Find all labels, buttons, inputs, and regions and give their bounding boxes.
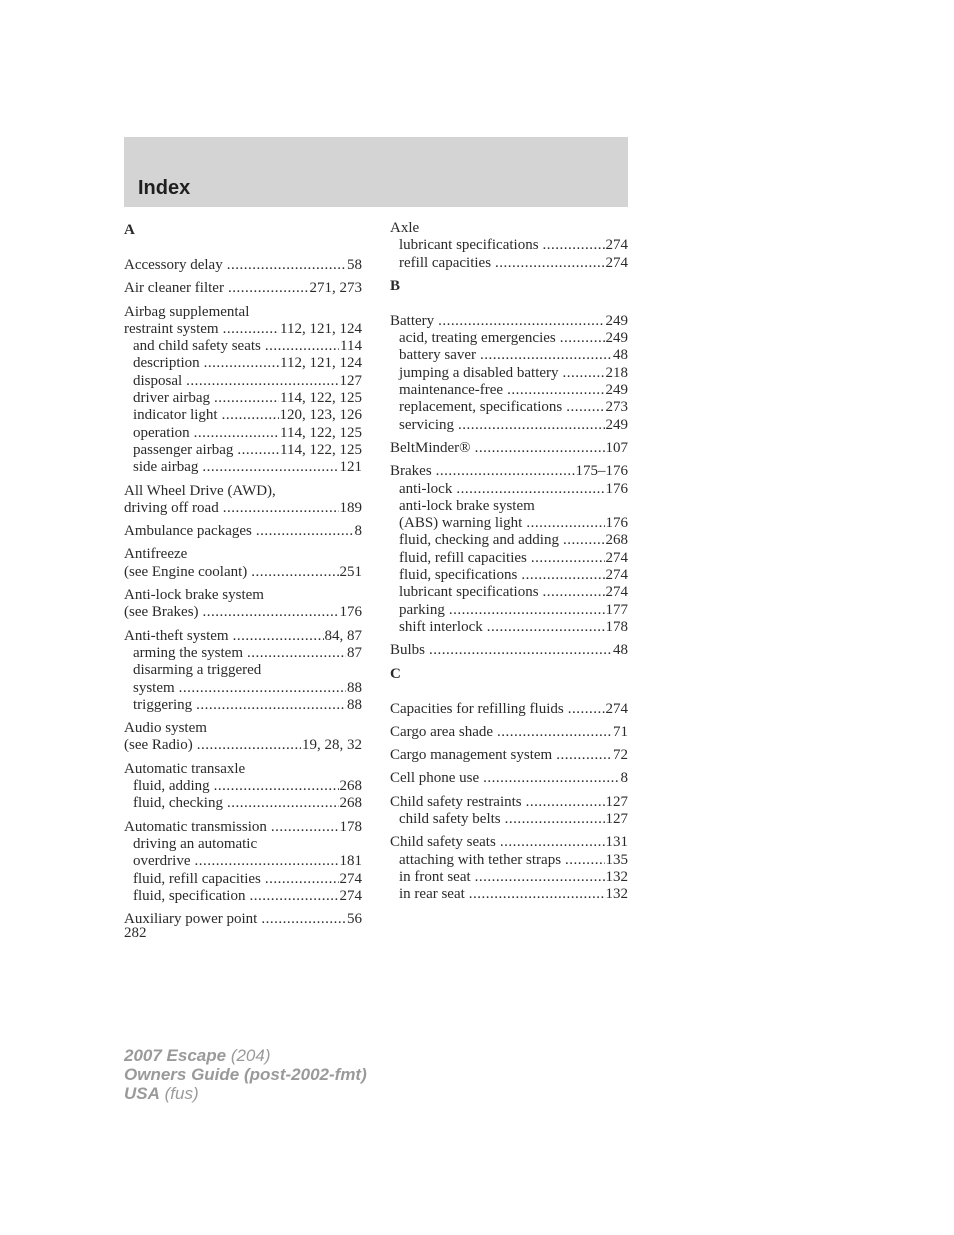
entry-term: Airbag supplemental [124,303,250,320]
entry-term: fluid, adding [133,778,210,795]
page-reference: 72 [613,747,628,764]
page-reference: 274 [605,700,628,717]
page-reference: 8 [620,770,628,787]
index-entry [124,546,362,581]
page-reference: 175–176 [575,463,628,480]
dot-leader [197,737,301,754]
index-subentry-line [390,584,628,601]
dot-leader [237,442,279,459]
entry-term: Brakes [390,463,432,480]
dot-leader [449,602,605,619]
page-reference: 249 [605,312,628,329]
entry-term: fluid, refill capacities [399,549,527,566]
index-section-letter: B [390,277,401,294]
index-entry-line [124,819,362,836]
index-subentry-line [390,365,628,382]
index-entry [124,819,362,905]
entry-term: arming the system [133,644,243,661]
entry-term: driver airbag [133,390,211,407]
dot-leader [249,888,338,905]
entry-term: parking [399,601,445,618]
index-subentry-line [124,697,362,714]
index-subentry-line [390,330,628,347]
page-number: 282 [124,925,147,941]
dot-leader [179,680,346,697]
index-subentry-line [390,399,628,416]
index-subentry-line [390,255,628,272]
index-column-left [124,220,362,934]
entry-term: replacement, specifications [399,399,563,416]
index-subentry-line [124,853,362,870]
dot-leader [203,604,339,621]
entry-term: overdrive [133,853,191,870]
index-column-right [390,220,628,910]
page-reference: 132 [605,868,628,885]
entry-term: acid, treating emergencies [399,330,556,347]
page-reference: 87 [347,644,362,661]
entry-term: triggering [133,696,193,713]
entry-term: and child safety seats [133,338,261,355]
index-entry [124,483,362,518]
dot-leader [228,280,309,297]
entry-term: fluid, specifications [399,567,518,584]
footer-line-1: 2007 Escape (204) [124,1046,271,1065]
dot-leader [566,399,604,416]
index-subentry-line [390,811,628,828]
index-subentry-line [124,871,362,888]
index-entry-line [390,463,628,480]
page-reference: 178 [339,818,362,835]
dot-leader [227,795,339,812]
index-subentry-line [390,567,628,584]
entry-term: in rear seat [399,886,465,903]
entry-term: servicing [399,416,454,433]
page-reference: 88 [347,696,362,713]
dot-leader [456,481,604,498]
dot-leader [214,778,339,795]
entry-term: battery saver [399,347,477,364]
entry-term: Automatic transaxle [124,760,246,777]
page-reference: 84, 87 [324,627,362,644]
index-entry [124,523,362,540]
index-entry [124,628,362,714]
entry-term: driving an automatic [133,835,258,852]
index-subentry-line [124,662,362,679]
page-reference: 48 [613,347,628,364]
dot-leader [560,330,605,347]
index-entry [390,440,628,457]
page-reference: 274 [605,584,628,601]
page-reference: 274 [339,870,362,887]
page-reference: 274 [605,254,628,271]
index-subentry-line [390,347,628,364]
entry-term: Axle [390,220,420,236]
index-entry-line [124,257,362,274]
dot-leader [568,701,605,718]
entry-term: Cargo management system [390,747,553,764]
index-entry [390,313,628,434]
entry-term: Cargo area shade [390,723,494,740]
entry-term: BeltMinder® [390,439,471,456]
index-subentry-line [390,852,628,869]
entry-term: disarming a triggered [133,662,262,679]
entry-term: system [133,679,175,696]
entry-term: Audio system [124,720,207,737]
entry-term: indicator light [133,407,218,424]
page-reference: 71 [613,723,628,740]
page-reference: 181 [339,853,362,870]
index-entry-line [390,747,628,764]
entry-term: driving off road [124,499,219,516]
entry-term: jumping a disabled battery [399,364,559,381]
index-entry-line [390,313,628,330]
page-reference: 127 [605,811,628,828]
index-entry-line [124,720,362,737]
entry-term: (see Radio) [124,737,193,754]
page-reference: 178 [605,618,628,635]
index-entry-line [124,304,362,321]
entry-term: lubricant specifications [399,237,539,254]
dot-leader [202,459,338,476]
index-entry-line [124,737,362,754]
page-reference: 177 [605,601,628,618]
entry-term: fluid, specification [133,887,246,904]
index-entry-line [124,628,362,645]
index-entry-line [124,564,362,581]
entry-term: operation [133,424,190,441]
page-reference: 121 [339,459,362,476]
page-reference: 120, 123, 126 [279,407,362,424]
dot-leader [500,834,605,851]
index-entry [390,770,628,787]
dot-leader [563,532,605,549]
page-reference: 189 [339,499,362,516]
index-entry [124,280,362,297]
index-subentry-line [124,888,362,905]
dot-leader [214,390,279,407]
index-subentry-line [390,481,628,498]
index-entry [124,720,362,755]
index-subentry-line [124,442,362,459]
page-reference: 131 [605,834,628,851]
index-subentry-line [390,886,628,903]
index-entry-line [390,834,628,851]
index-subentry-line [124,795,362,812]
index-subentry-line [390,619,628,636]
dot-leader [265,338,339,355]
page-reference: 88 [347,679,362,696]
dot-leader [526,515,604,532]
entry-term: Battery [390,312,435,329]
page-reference: 268 [339,795,362,812]
index-subentry-line [124,645,362,662]
entry-term: anti-lock [399,480,453,497]
dot-leader [497,724,612,741]
index-entry [124,257,362,274]
header-band [124,137,628,207]
dot-leader [458,417,605,434]
index-entry-line [390,220,628,237]
entry-term: Child safety seats [390,834,496,851]
index-entry-line [124,587,362,604]
entry-term: Bulbs [390,642,426,659]
entry-term: Capacities for refilling fluids [390,700,564,717]
page-reference: 249 [605,330,628,347]
page-reference: 271, 273 [309,280,362,297]
dot-leader [505,811,605,828]
entry-term: attaching with tether straps [399,851,562,868]
dot-leader [507,382,604,399]
index-subentry-line [390,237,628,254]
dot-leader [204,355,279,372]
index-subentry-line [390,532,628,549]
dot-leader [194,425,279,442]
entry-term: Antifreeze [124,546,188,563]
footer-line-3: USA (fus) [124,1084,199,1103]
entry-term: fluid, checking and adding [399,532,559,549]
index-subentry-line [124,836,362,853]
entry-term: Cell phone use [390,770,480,787]
entry-term: disposal [133,372,183,389]
index-subentry-line [390,382,628,399]
dot-leader [543,584,605,601]
page-reference: 274 [339,887,362,904]
index-section-letter: C [390,665,401,682]
page-reference: 114 [340,338,362,355]
index-entry-line [390,701,628,718]
dot-leader [469,886,605,903]
entry-term: (see Engine coolant) [124,563,248,580]
entry-term: Anti-theft system [124,627,229,644]
dot-leader [543,237,605,254]
dot-leader [227,257,346,274]
dot-leader [429,642,612,659]
page-reference: 127 [339,372,362,389]
index-entry-line [124,321,362,338]
entry-term: restraint system [124,320,219,337]
entry-term: Air cleaner filter [124,280,224,297]
entry-term: maintenance-free [399,382,504,399]
dot-leader [186,373,338,390]
dot-leader [223,500,339,517]
page-reference: 268 [605,532,628,549]
index-entry [390,701,628,718]
page-reference: 114, 122, 125 [280,424,362,441]
page-reference: 249 [605,416,628,433]
index-entry [390,463,628,636]
index-subentry-line [390,515,628,532]
entry-term: passenger airbag [133,441,234,458]
page-reference: 251 [339,563,362,580]
dot-leader [251,564,338,581]
index-entry-line [124,911,362,928]
index-entry [390,642,628,659]
entry-term: Accessory delay [124,257,223,273]
dot-leader [531,550,605,567]
page-reference: 114, 122, 125 [280,441,362,458]
page-reference: 218 [605,364,628,381]
entry-term: side airbag [133,459,199,476]
index-entry-line [124,483,362,500]
index-entry-line [124,604,362,621]
page-reference: 56 [347,911,362,928]
index-entry [390,724,628,741]
page-reference: 8 [354,523,362,540]
index-subentry-line [124,778,362,795]
entry-term: in front seat [399,868,471,885]
index-subentry-line [124,373,362,390]
page-reference: 274 [605,237,628,254]
dot-leader [563,365,605,382]
page-reference: 176 [605,480,628,497]
index-entry-line [124,280,362,297]
page-reference: 19, 28, 32 [302,737,362,754]
dot-leader [271,819,339,836]
entry-term: anti-lock brake system [399,497,535,514]
footer-line-2: Owners Guide (post-2002-fmt) [124,1065,367,1084]
entry-term: child safety belts [399,811,501,828]
index-entry-line [390,794,628,811]
page-reference: 274 [605,549,628,566]
index-entry [390,747,628,764]
index-subentry-line [124,425,362,442]
index-entry-line [390,724,628,741]
index-section-letter: A [124,222,135,238]
page-reference: 48 [613,642,628,659]
dot-leader [495,255,604,272]
index-entry-line [390,770,628,787]
index-entry [390,834,628,903]
index-subentry-line [124,680,362,697]
page-reference: 273 [605,399,628,416]
dot-leader [438,313,604,330]
page-reference: 249 [605,382,628,399]
entry-term: (ABS) warning light [399,515,523,532]
page-reference: 268 [339,778,362,795]
entry-term: Ambulance packages [124,523,252,540]
entry-term: fluid, refill capacities [133,870,261,887]
entry-term: Child safety restraints [390,793,522,810]
index-entry-line [124,523,362,540]
index-entry-line [390,440,628,457]
dot-leader [222,407,279,424]
index-entry-line [124,546,362,563]
dot-leader [196,697,346,714]
page-title: Index [138,177,191,199]
index-subentry-line [124,338,362,355]
dot-leader [256,523,354,540]
page-reference: 132 [605,886,628,903]
index-subentry-line [390,550,628,567]
index-entry-line [124,761,362,778]
page-reference: 176 [605,515,628,532]
index-subentry-line [390,498,628,515]
index-entry [124,304,362,477]
page-reference: 112, 121, 124 [280,355,362,372]
entry-term: refill capacities [399,254,492,271]
index-subentry-line [124,407,362,424]
page-reference: 107 [605,439,628,456]
index-subentry-line [390,602,628,619]
dot-leader [261,911,346,928]
dot-leader [194,853,338,870]
footer [124,1046,524,1103]
page-reference: 114, 122, 125 [280,390,362,407]
entry-term: Auxiliary power point [124,911,258,928]
page-reference: 274 [605,567,628,584]
dot-leader [265,871,339,888]
dot-leader [475,869,605,886]
index-entry [390,794,628,829]
entry-term: description [133,355,200,372]
page-reference: 127 [605,793,628,810]
dot-leader [475,440,605,457]
index-entry [124,911,362,928]
entry-term: Anti-lock brake system [124,587,264,604]
dot-leader [233,628,324,645]
entry-term: lubricant specifications [399,584,539,601]
dot-leader [247,645,346,662]
entry-term: Automatic transmission [124,818,267,835]
index-entry [390,220,628,272]
index-entry-line [124,500,362,517]
entry-term: fluid, checking [133,795,223,812]
index-entry [124,587,362,622]
entry-term: All Wheel Drive (AWD), [124,482,276,499]
dot-leader [483,770,619,787]
index-subentry-line [390,417,628,434]
index-entry [124,761,362,813]
dot-leader [480,347,612,364]
dot-leader [223,321,279,338]
page-reference: 135 [605,851,628,868]
index-subentry-line [124,355,362,372]
index-subentry-line [124,459,362,476]
index-subentry-line [124,390,362,407]
index-subentry-line [390,869,628,886]
page-reference: 112, 121, 124 [280,320,362,337]
index-entry-line [390,642,628,659]
dot-leader [526,794,605,811]
entry-term: shift interlock [399,618,483,635]
dot-leader [565,852,604,869]
dot-leader [521,567,604,584]
dot-leader [436,463,575,480]
dot-leader [556,747,612,764]
page-reference: 58 [347,257,362,273]
dot-leader [487,619,605,636]
page-reference: 176 [339,604,362,621]
entry-term: (see Brakes) [124,604,199,621]
